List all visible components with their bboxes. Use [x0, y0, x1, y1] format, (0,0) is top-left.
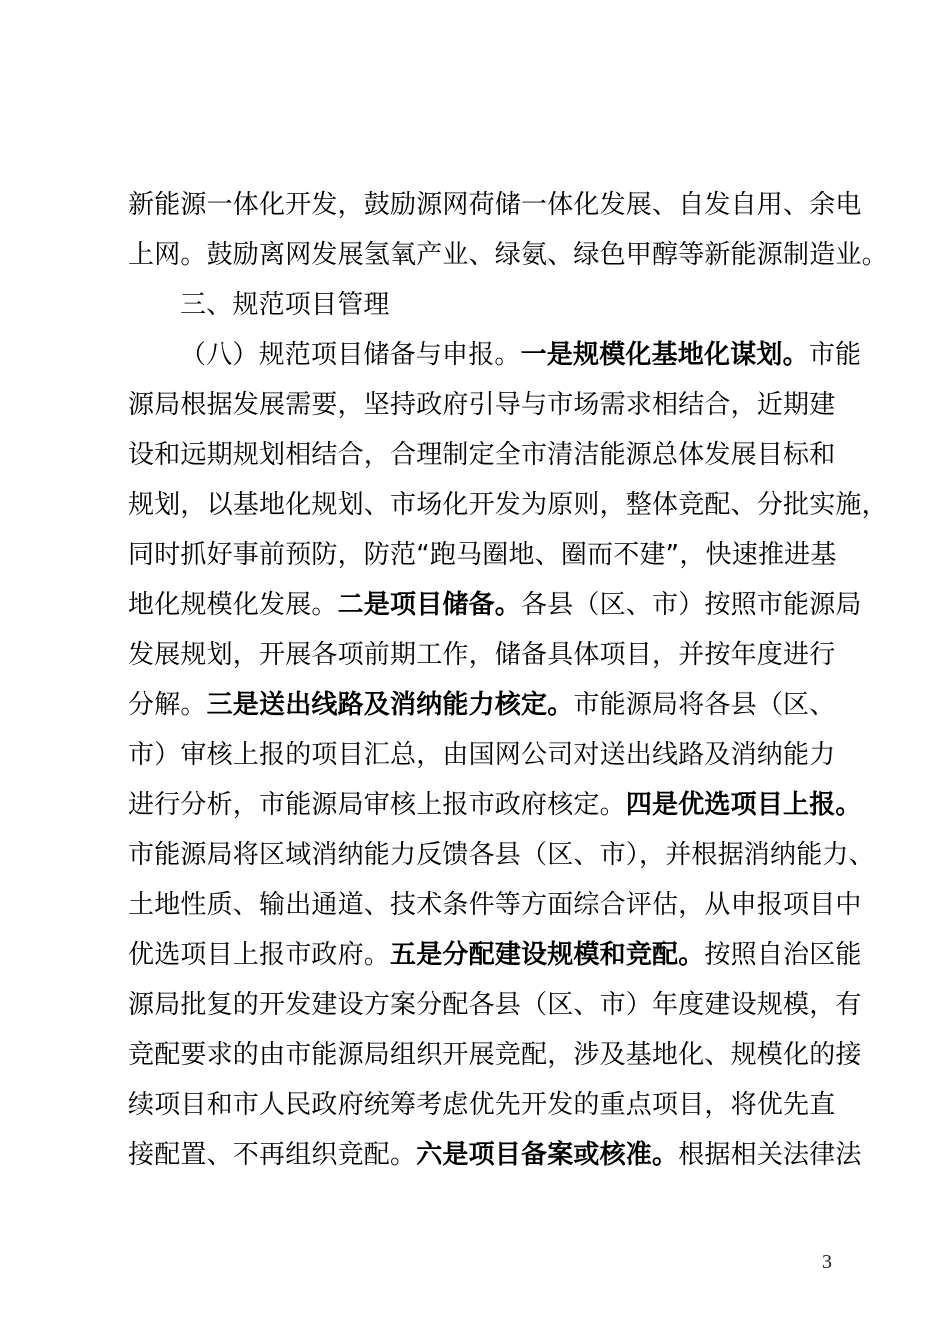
text-line	[128, 480, 888, 530]
text-line	[128, 1030, 862, 1080]
text-segment: 上网。鼓励离网发展氢氧产业、绿氨、绿色甲醇等新能源制造业。	[128, 240, 888, 270]
text-segment: 进行分析，市能源局审核上报市政府核定。	[128, 790, 626, 820]
text-segment: 发展规划，开展各项前期工作，储备具体项目，并按年度进行	[128, 640, 836, 670]
text-line	[180, 330, 862, 380]
text-segment: 地化规模化发展。	[128, 590, 338, 620]
text-segment: 续项目和市人民政府统筹考虑优先开发的重点项目，将优先直	[128, 1090, 836, 1120]
subsection-title: （八）规范项目储备与申报。	[180, 340, 521, 370]
text-line	[128, 930, 862, 980]
text-line	[128, 180, 862, 230]
text-segment: 土地性质、输出通道、技术条件等方面综合评估，从申报项目中	[128, 890, 862, 920]
text-segment: 源局根据发展需要，坚持政府引导与市场需求相结合，近期建	[128, 390, 836, 420]
text-segment: 根据相关法律法	[678, 1140, 862, 1170]
bold-phrase: 五是分配建设规模和竞配。	[390, 940, 705, 970]
text-line	[128, 880, 862, 930]
text-line	[128, 730, 858, 780]
text-segment: 设和远期规划相结合，合理制定全市清洁能源总体发展目标和	[128, 440, 836, 470]
text-segment: 市能	[808, 340, 862, 370]
text-line	[128, 230, 888, 280]
text-line	[128, 1080, 858, 1130]
text-segment: 规划，以基地化规划、市场化开发为原则，整体竞配、分批实施，	[128, 490, 888, 520]
text-segment: 接配置、不再组织竞配。	[128, 1140, 417, 1170]
text-segment: 竞配要求的由市能源局组织开展竞配，涉及基地化、规模化的接	[128, 1040, 862, 1070]
text-segment: 优选项目上报市政府。	[128, 940, 391, 970]
bold-phrase: 四是优选项目上报。	[625, 790, 862, 820]
text-line	[128, 630, 858, 680]
bold-phrase: 二是项目储备。	[337, 590, 522, 620]
text-line	[128, 680, 858, 730]
text-segment: 新能源一体化开发，鼓励源网荷储一体化发展、自发自用、余电	[128, 190, 862, 220]
section-heading-text: 三、规范项目管理	[180, 290, 390, 320]
section-heading	[180, 280, 858, 330]
page-number: 3	[822, 1251, 832, 1273]
text-line	[128, 830, 875, 880]
text-line	[128, 430, 858, 480]
text-segment: 分解。	[128, 690, 207, 720]
text-segment: 各县（区、市）按照市能源局	[521, 590, 862, 620]
text-line	[128, 380, 858, 430]
text-segment: 源局批复的开发建设方案分配各县（区、市）年度建设规模，有	[128, 990, 862, 1020]
bold-phrase: 三是送出线路及消纳能力核定。	[206, 690, 574, 720]
text-line	[128, 1130, 862, 1180]
text-segment: 市）审核上报的项目汇总，由国网公司对送出线路及消纳能力	[128, 740, 836, 770]
text-line	[128, 530, 858, 580]
text-segment: 按照自治区能	[704, 940, 862, 970]
text-line	[128, 980, 862, 1030]
text-segment: 同时抓好事前预防，防范“跑马圈地、圈而不建”，快速推进基	[128, 540, 837, 570]
bold-phrase: 一是规模化基地化谋划。	[520, 340, 809, 370]
text-segment: 市能源局将各县（区、	[573, 690, 836, 720]
text-line	[128, 580, 862, 630]
text-line	[128, 780, 862, 830]
text-segment: 市能源局将区域消纳能力反馈各县（区、市），并根据消纳能力、	[128, 840, 875, 870]
bold-phrase: 六是项目备案或核准。	[416, 1140, 679, 1170]
